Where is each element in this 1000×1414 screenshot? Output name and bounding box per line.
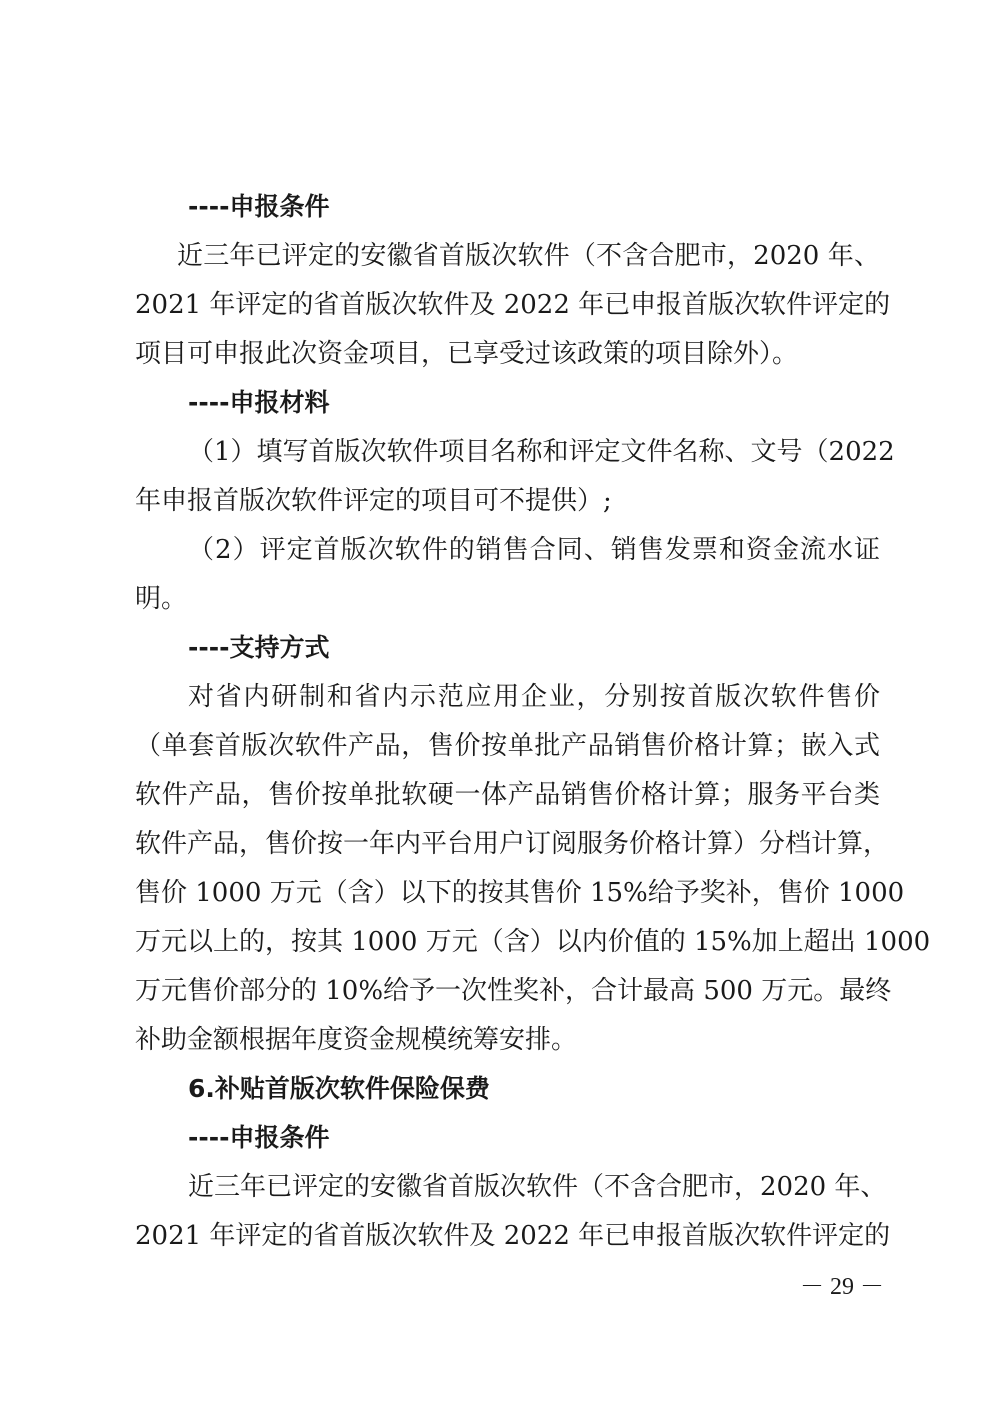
paragraph-line: （2）评定首版次软件的销售合同、销售发票和资金流水证 [188, 535, 880, 565]
paragraph-line: 万元售价部分的 10%给予一次性奖补，合计最高 500 万元。最终 [135, 976, 892, 1006]
paragraph-line: 2021 年评定的省首版次软件及 2022 年已申报首版次软件评定的 [135, 290, 891, 320]
paragraph-line: 售价 1000 万元（含）以下的按其售价 15%给予奖补，售价 1000 [135, 878, 905, 908]
paragraph-line: （单套首版次软件产品，售价按单批产品销售价格计算；嵌入式 [135, 731, 880, 761]
section-heading-insurance-subsidy: 6.补贴首版次软件保险保费 [188, 1074, 490, 1103]
paragraph-line: 软件产品，售价按一年内平台用户订阅服务价格计算）分档计算， [135, 829, 890, 859]
section-heading-support-method: ----支持方式 [188, 633, 330, 662]
section-heading-application-materials: ----申报材料 [188, 388, 330, 417]
paragraph-line: 万元以上的，按其 1000 万元（含）以内价值的 15%加上超出 1000 [135, 927, 931, 957]
paragraph-line: 明。 [135, 584, 188, 614]
section-heading-application-conditions-2: ----申报条件 [188, 1123, 330, 1152]
paragraph-line: （1）填写首版次软件项目名称和评定文件名称、文号（2022 [188, 437, 895, 467]
paragraph-line: 对省内研制和省内示范应用企业，分别按首版次软件售价 [188, 682, 880, 712]
paragraph-line: 补助金额根据年度资金规模统筹安排。 [135, 1025, 578, 1055]
section-heading-application-conditions: ----申报条件 [188, 192, 330, 221]
paragraph-line: 近三年已评定的安徽省首版次软件（不含合肥市，2020 年、 [177, 241, 880, 271]
paragraph-line: 2021 年评定的省首版次软件及 2022 年已申报首版次软件评定的 [135, 1221, 891, 1251]
paragraph-line: 软件产品，售价按单批软硬一体产品销售价格计算；服务平台类 [135, 780, 880, 810]
paragraph-line: 近三年已评定的安徽省首版次软件（不含合肥市，2020 年、 [188, 1172, 887, 1202]
paragraph-line: 项目可申报此次资金项目，已享受过该政策的项目除外）。 [135, 339, 799, 369]
page-number: － 29 － [800, 1274, 884, 1300]
paragraph-line: 年申报首版次软件评定的项目可不提供）; [135, 486, 612, 516]
